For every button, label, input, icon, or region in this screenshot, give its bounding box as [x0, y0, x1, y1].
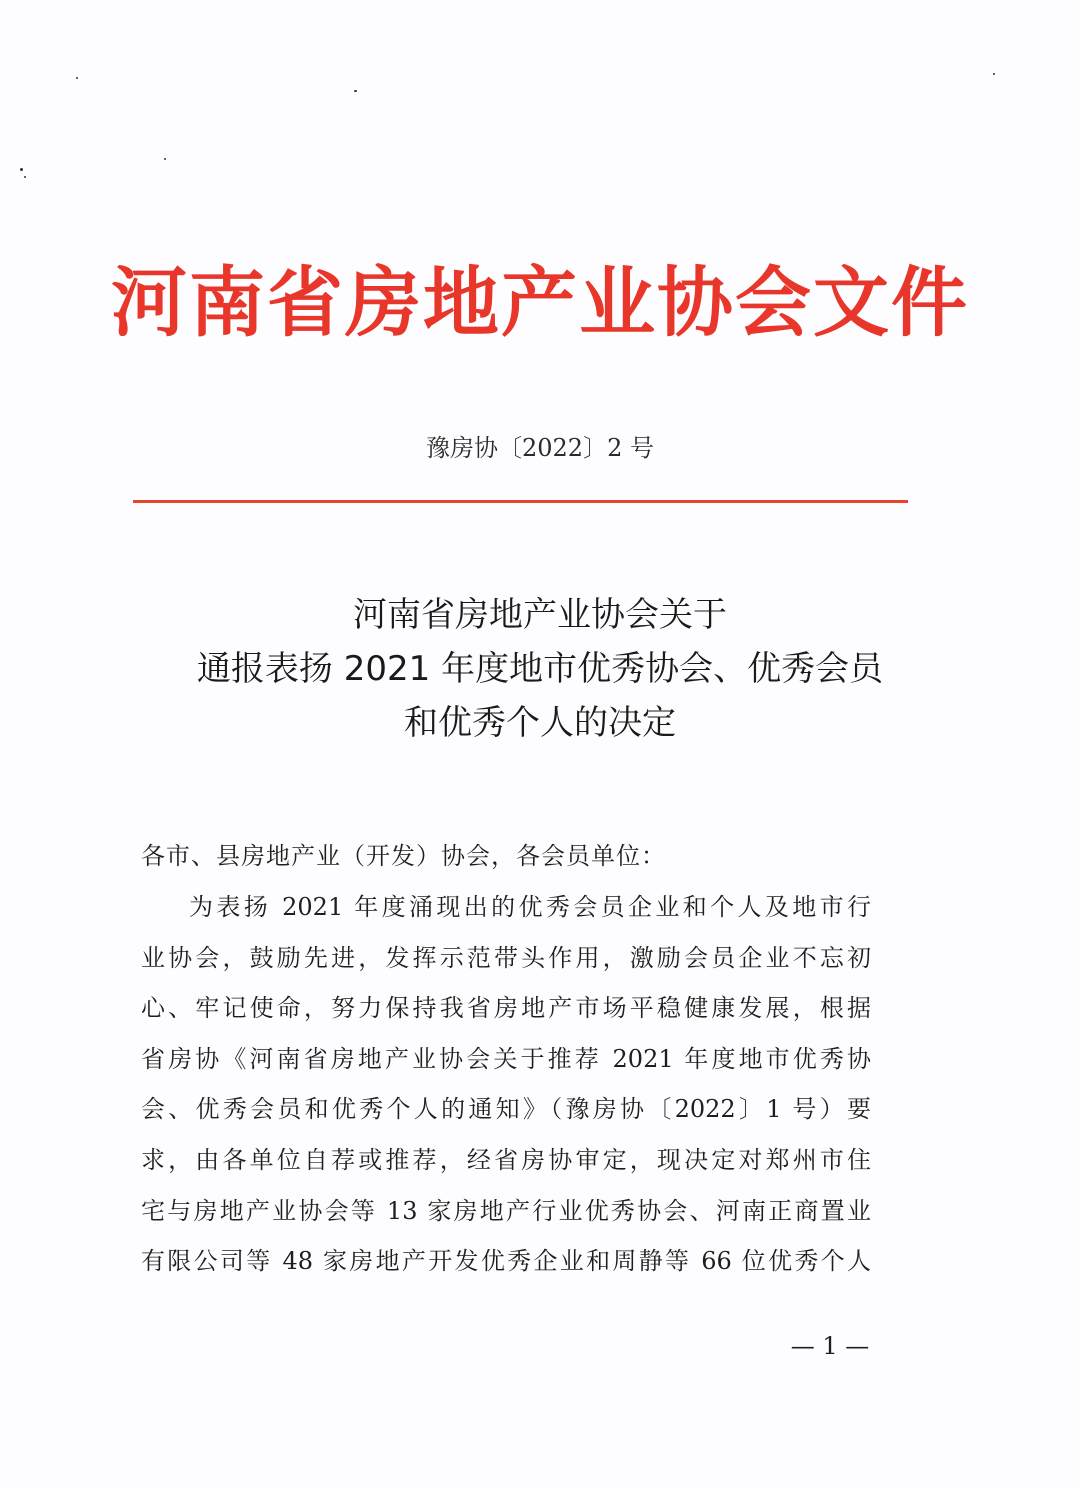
title-line: 河南省房地产业协会关于	[353, 595, 727, 635]
body-line: 求，由各单位自荐或推荐，经省房协审定，现决定对郑州市住	[141, 1145, 871, 1174]
body-line: 有限公司等 48 家房地产开发优秀企业和周静等 66 位优秀个人	[141, 1247, 871, 1276]
body-line: 会、优秀会员和优秀个人的通知》（豫房协〔2022〕1 号）要	[141, 1095, 871, 1124]
scan-speck	[20, 168, 23, 171]
scan-speck	[164, 158, 166, 160]
title-line: 和优秀个人的决定	[404, 703, 676, 743]
salutation: 各市、县房地产业（开发）协会，各会员单位：	[141, 842, 666, 870]
document-title	[100, 588, 980, 750]
scan-speck	[76, 77, 78, 79]
body-line: 业协会，鼓励先进，发挥示范带头作用，激励会员企业不忘初	[141, 943, 871, 972]
body-line: 心、牢记使命，努力保持我省房地产市场平稳健康发展，根据	[141, 994, 871, 1023]
red-separator-line	[133, 500, 908, 503]
issuing-organization-header: 河南省房地产业协会文件	[111, 258, 969, 347]
body-line: 宅与房地产业协会等 13 家房地产行业优秀协会、河南正商置业	[141, 1196, 871, 1225]
body-line: 省房协《河南省房地产业协会关于推荐 2021 年度地市优秀协	[141, 1044, 871, 1073]
title-line: 通报表扬 2021 年度地市优秀协会、优秀会员	[196, 649, 884, 689]
document-number: 豫房协〔2022〕2 号	[426, 434, 654, 462]
scan-speck	[993, 73, 995, 75]
scan-speck	[24, 176, 26, 178]
body-line: 为表扬 2021 年度涌现出的优秀会员企业和个人及地市行	[189, 893, 871, 921]
page-number: — 1 —	[790, 1332, 870, 1360]
scan-speck	[354, 90, 357, 92]
body-paragraph	[141, 882, 871, 1287]
